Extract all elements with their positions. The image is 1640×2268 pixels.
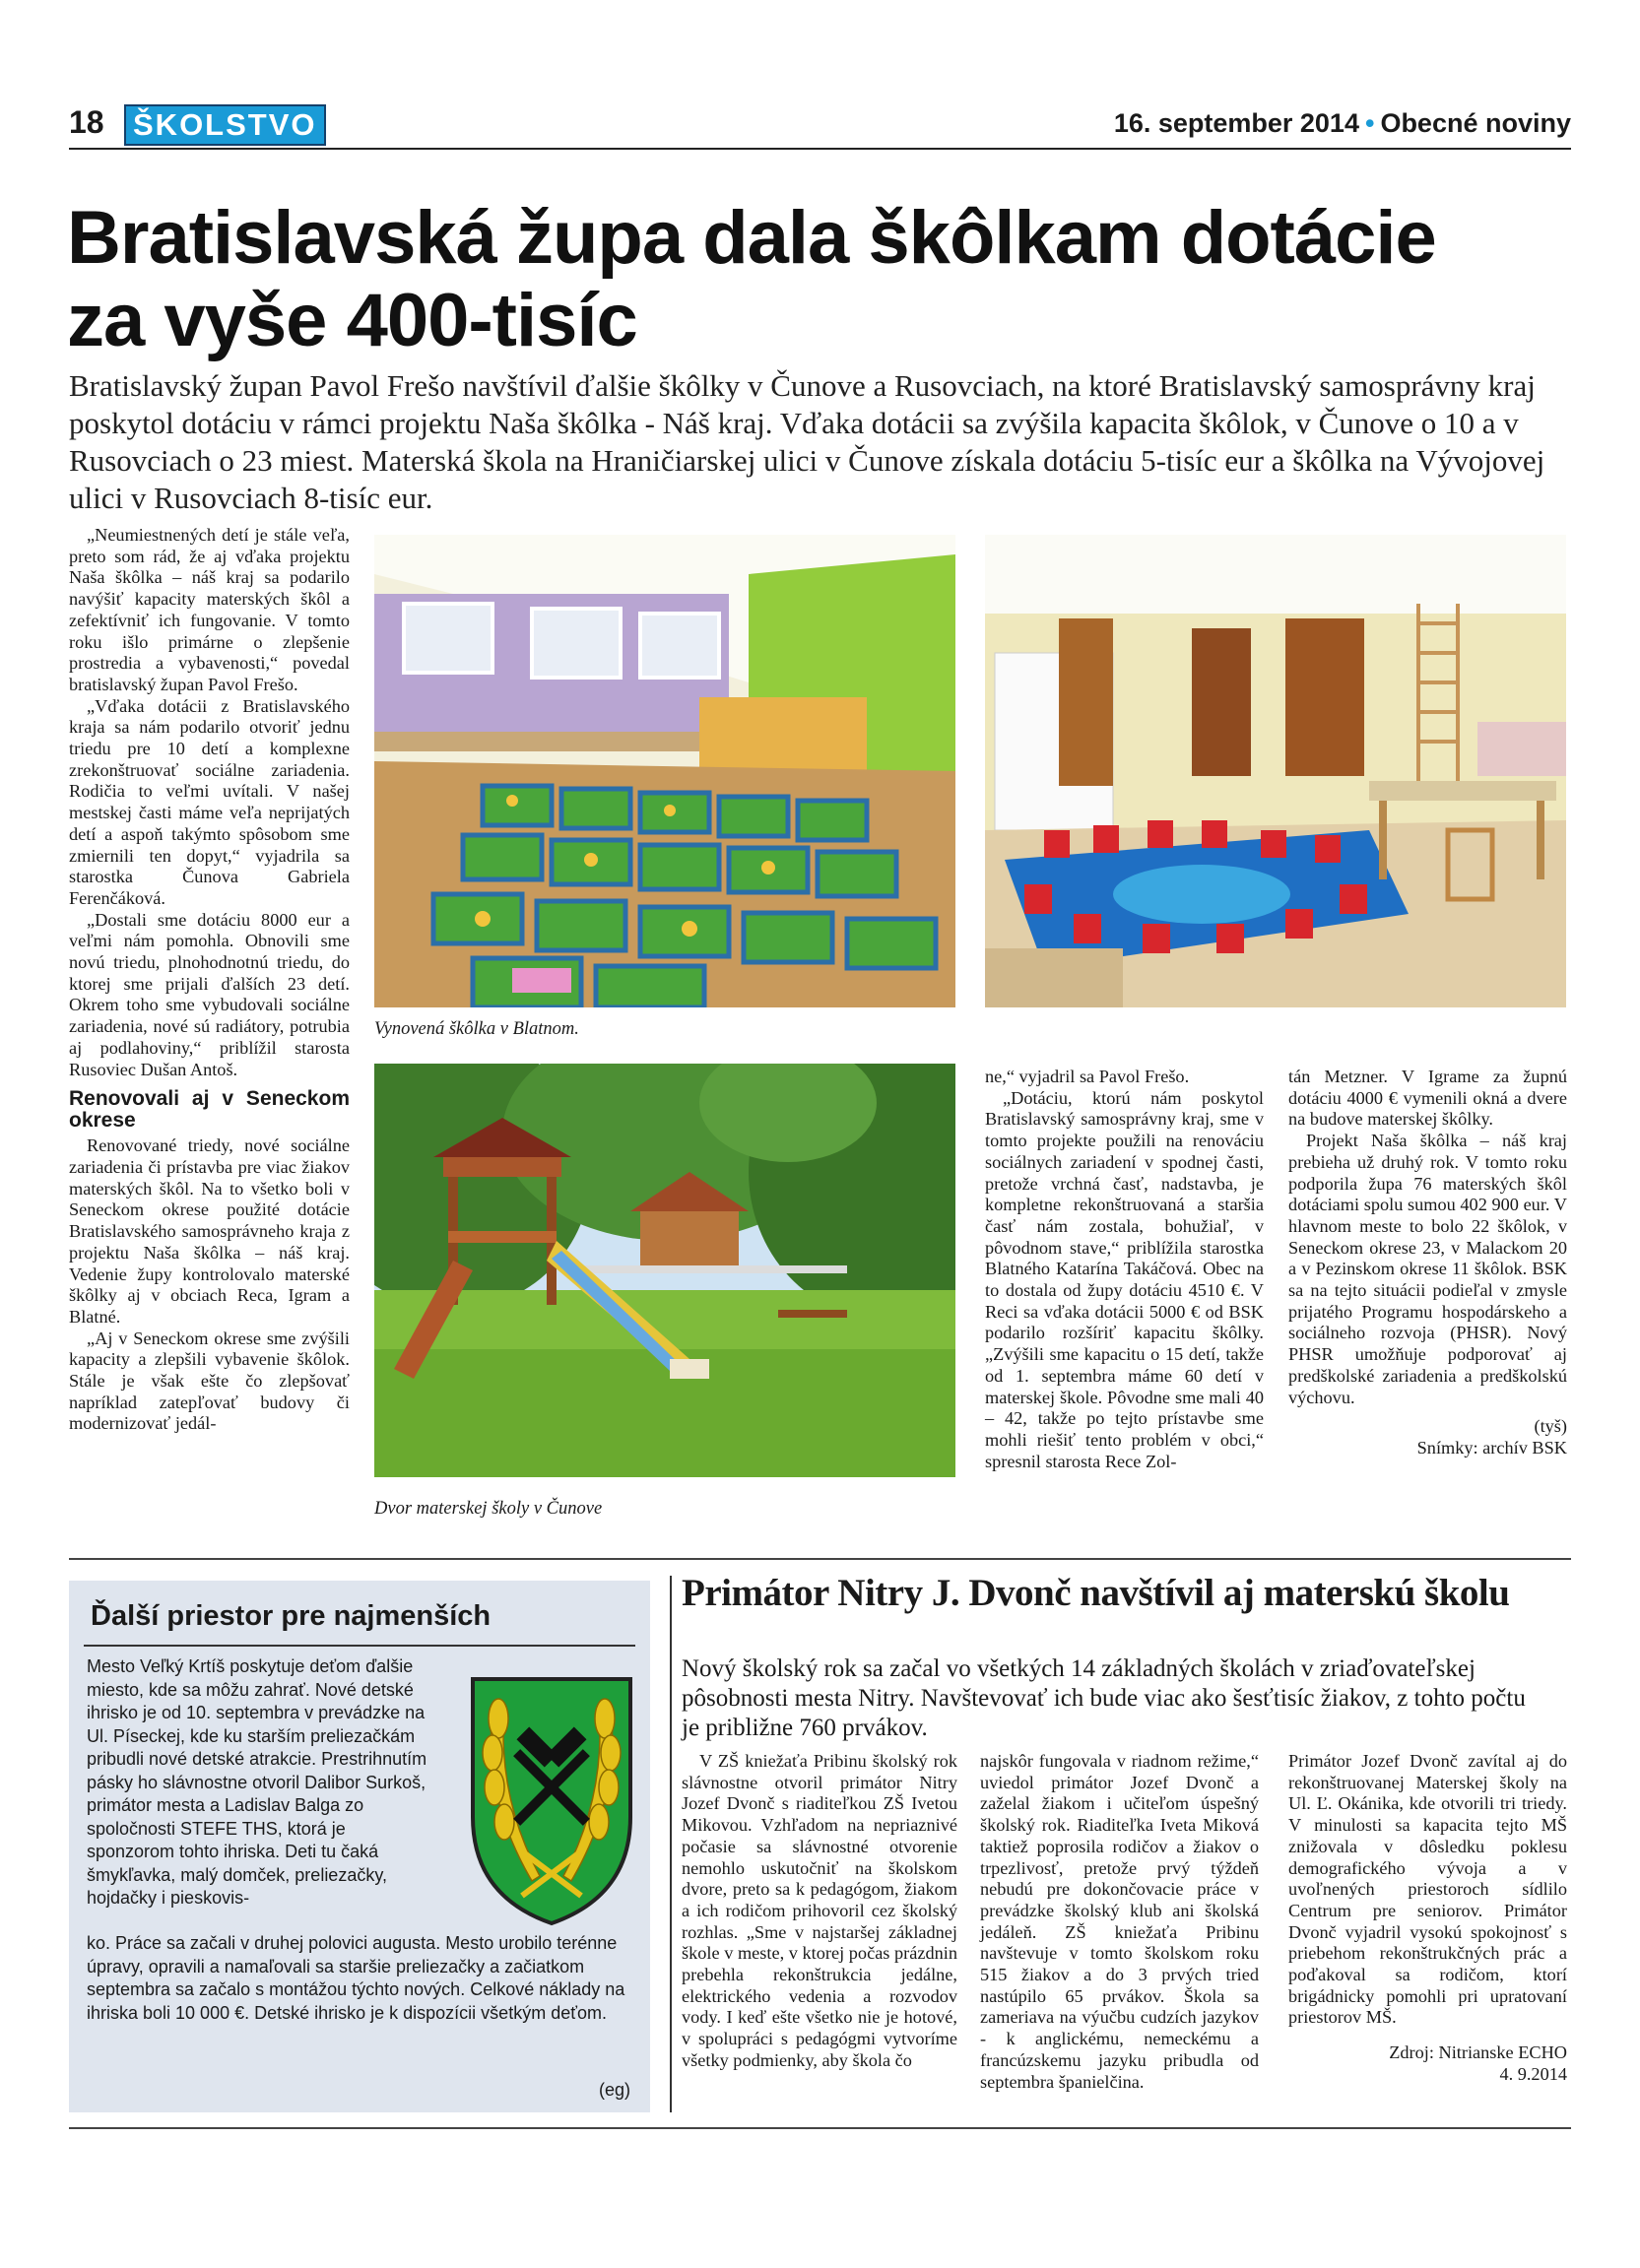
article-column-1 <box>69 525 350 1435</box>
article2-column-1 <box>682 1751 957 2072</box>
photo-caption-2: Dvor materskej školy v Čunove <box>374 1499 603 1519</box>
paragraph: Renovované triedy, nové sociálne zariadenia či prístavba pre viac žiakov materských škôl. Na to všetko boli v Seneckom okrese použité dotácie Bratislavského samosprávneho kraja z projektu Naša škôlka – náš kraj. Vedenie župy kontrolovalo materské škôlky aj v obciach Reca, Igram a Blatné. <box>69 1135 350 1327</box>
paragraph: V ZŠ kniežaťa Pribinu školský rok slávnostne otvoril primátor Nitry Jozef Dvonč s riaditeľkou ZŠ Ivetou Mikovou. Vzhľadom na nepriaznivé počasie sa slávnostné otvorenie nemohlo uskutočniť na školskom dvore, preto sa k pedagógom, žiakom a ich rodičom prihovoril cez školský rozhlas. „Sme v najstaršej základnej škole v meste, v ktorej počas prázdnin prebehla rekonštrukcia jedálne, elektrického vedenia a rozvodov vody. I keď ešte všetko nie je hotové, v spolupráci s pedagógmi vytvoríme všetky podmienky, aby škola čo <box>682 1751 957 2070</box>
box-text-bottom: ko. Práce sa začali v druhej polovici augusta. Mesto urobilo terénne úpravy, opravili a namaľovali sa staršie preliezačky a začiatkom septembra sa začalo s montážou týchto nových. Celkové náklady na ihriska boli 10 000 €. Detské ihrisko je k dispozícii všetkým deťom. <box>87 1933 625 2023</box>
paragraph: „Dotáciu, ktorú nám poskytol Bratislavský samosprávny kraj, sme v tomto projekte použili na renováciu sociálnych zariadení v spodnej časti, pretože vrchná časť, nadstavba, je kompletne rekonštruovaná a staršia časť nám zostala, bohužiaľ, v pôvodnom stave,“ priblížila starostka Blatného Katarína Takáčová. Obec na to dostala od župy dotáciu 4510 €. V Reci sa vďaka dotácii 5000 € od BSK podarilo rozšíriť kapacitu škôlky. „Zvýšili sme kapacitu o 15 detí, takže od 1. septembra máme 60 detí v materskej škole. Pôvodne sme mali 40 – 42, takže po tejto prístavbe sme mohli riešiť tento problém v obci,“ spresnil starosta Rece Zol- <box>985 1087 1264 1471</box>
paragraph: „Neumiestnených detí je stále veľa, preto som rád, že aj vďaka projektu Naša škôlka – náš kraj sa podarilo navýšiť kapacity materských škôl a zefektívniť ich fungovanie. V tomto roku išlo primárne o zlepšenie prostredia a vybavenosti,“ povedal bratislavský župan Pavol Frešo. <box>69 525 350 694</box>
article-column-3 <box>985 1067 1264 1472</box>
header-rule <box>69 148 1571 150</box>
headline-line-2: za vyše 400-tisíc <box>67 279 637 362</box>
news-box <box>69 1581 650 2112</box>
page-number: 18 <box>69 104 104 140</box>
paragraph: najskôr fungovala v riadnom režime,“ uviedol primátor Jozef Dvonč a zaželal žiakom i učiteľom úspešný školský rok. Riaditeľka Iveta Miková taktiež poprosila rodičov a žiakov o trpezlivosť, pretože prvý týždeň nebudú pre dokončovacie práce v prevádzke školský klub ani školská jedáleň. ZŠ kniežaťa Pribinu navštevuje v tomto školskom roku 515 žiakov a do 3 prvých tried nastúpilo 65 prvákov. Škola sa zameriava na výučbu cudzích jazykov - k anglickému, nemeckému a francúzskemu jazyku pribudla od septembra španielčina. <box>980 1751 1259 2092</box>
issue-info <box>1114 108 1571 139</box>
section-label: ŠKOLSTVO <box>124 104 326 146</box>
photo-playground-cunovo <box>374 1064 955 1477</box>
paragraph: Primátor Jozef Dvonč zavítal aj do rekonštruovanej Materskej školy na Ul. Ľ. Okánika, kde otvorili tri triedy. V minulosti sa kapacita tejto MŠ znižovala v dôsledku poklesu demografického vývoja a v uvoľnených priestoroch sídlilo Centrum pre seniorov. Primátor Dvonč vyjadril vysokú spokojnosť s priebehom rekonštrukčných prác a poďakoval sa rodičom, ktorí brigádnicky pomohli pri upratovaní priestorov MŠ. <box>1288 1751 1567 2028</box>
source-date: 4. 9.2014 <box>1499 2063 1567 2084</box>
article2-column-2 <box>980 1751 1259 2093</box>
box-title: Ďalší priestor pre najmenších <box>91 1600 492 1632</box>
box-signature: (eg) <box>598 2080 630 2100</box>
article-lede: Bratislavský župan Pavol Frešo navštívil ďalšie škôlky v Čunove a Rusovciach, na ktoré Bratislavský samosprávny kraj poskytol dotáciu v rámci projektu Naša škôlka - Náš kraj. Vďaka dotácii sa zvýšila kapacita škôlok, v Čunove o 10 a v Rusovciach o 23 miest. Materská škola na Hraničiarskej ulici v Čunove získala dotáciu 5-tisíc eur a škôlka na Vývojovej ulici v Rusovciach 8-tisíc eur. <box>69 368 1545 515</box>
photo-classroom-blatne <box>374 535 955 1007</box>
article-column-4 <box>1288 1067 1567 1459</box>
paragraph: „Dostali sme dotáciu 8000 eur a veľmi nám pomohla. Obnovili sme novú triedu, plnohodnotnú triedu, do ktorej sme prijali ďalších 23 detí. Okrem toho sme vybudovali sociálne zariadenia, nové sú radiátory, potrubia aj podlahoviny,“ priblížil starosta Rusoviec Dušan Antoš. <box>69 909 350 1079</box>
paragraph: „Aj v Seneckom okrese sme zvýšili kapacity a zlepšili vybavenie škôlok. Stále je však ešte čo zlepšovať napríklad zatepľovať budovy či modernizovať jedál- <box>69 1328 350 1434</box>
box-title-rule <box>84 1645 635 1647</box>
page-bottom-rule <box>69 2127 1571 2129</box>
box-text-top: Mesto Veľký Krtíš poskytuje deťom ďalšie miesto, kde sa môžu zahrať. Nové detské ihrisko je od 10. septembra v prevádzke na Ul. Píseckej, kde ku starším preliezačkám pribudli nové detské atrakcie. Prestrihnutím pásky ho slávnostne otvoril Dalibor Surkoš, primátor mesta a Ladislav Balga zo spoločnosti STEFE THS, ktorá je sponzorom tohto ihriska. Deti tu čaká šmykľavka, malý domček, preliezačky, hojdačky i pieskovis- <box>87 1656 427 1908</box>
source-line: Zdroj: Nitrianske ECHO <box>1389 2042 1567 2063</box>
section-divider <box>69 1558 1571 1560</box>
paragraph: „Vďaka dotácii z Bratislavského kraja sa nám podarilo otvoriť jednu triedu pre 10 detí a komplexne zrekonštruovať sociálne zariadenia. Rodičia to veľmi uvítali. V našej mestskej časti máme veľa neprijatých detí a aspoň takýmto spôsobom sme zmiernili ten dopyt,“ vyjadrila sa starostka Čunova Gabriela Ferenčáková. <box>69 695 350 908</box>
publication-name: Obecné noviny <box>1380 108 1571 138</box>
separator-dot: • <box>1364 108 1375 138</box>
town-crest-icon <box>463 1669 640 1930</box>
article2-headline: Primátor Nitry J. Dvonč navštívil aj materskú školu <box>682 1572 1510 1614</box>
photo-credit: Snímky: archív BSK <box>1416 1437 1567 1458</box>
paragraph: tán Metzner. V Igrame za župnú dotáciu 4000 € vymenili okná a dvere na budove materskej škôlky. <box>1288 1067 1567 1130</box>
photo-caption-1: Vynovená škôlka v Blatnom. <box>374 1019 579 1039</box>
paragraph: Projekt Naša škôlka – náš kraj prebieha už druhý rok. V tomto roku podporila župa 76 materských škôl dotáciami spolu sumou 402 900 eur. V hlavnom meste to bolo 22 škôlok, v Seneckom okrese 23, v Malackom 20 a v Pezinskom okrese 11 škôlok. BSK sa na tejto situácii podieľal v zmysle prijatého Programu hospodárskeho a sociálneho rozvoja (PHSR). Nový PHSR umožňuje podporovať aj predškolské zariadenia a predškolskú výchovu. <box>1288 1131 1567 1407</box>
page-header <box>69 98 1571 148</box>
article2-column-3 <box>1288 1751 1567 2086</box>
author-initials: (tyš) <box>1534 1416 1567 1437</box>
paragraph: ne,“ vyjadril sa Pavol Frešo. <box>985 1067 1190 1086</box>
article-headline <box>67 197 1584 362</box>
issue-date: 16. september 2014 <box>1113 108 1359 138</box>
article2-lede: Nový školský rok sa začal vo všetkých 14 základných školách v zriaďovateľskej pôsobnosti mesta Nitry. Navštevovať ich bude viac ako šesťtisíc žiakov, z tohto počtu je približne 760 prvákov. <box>682 1655 1526 1741</box>
photo-classroom-rusovce <box>985 535 1566 1007</box>
column-rule <box>670 1576 672 2112</box>
headline-line-1: Bratislavská župa dala škôlkam dotácie <box>67 196 1436 280</box>
subheading: Renovovali aj v Seneckom okrese <box>69 1087 350 1133</box>
